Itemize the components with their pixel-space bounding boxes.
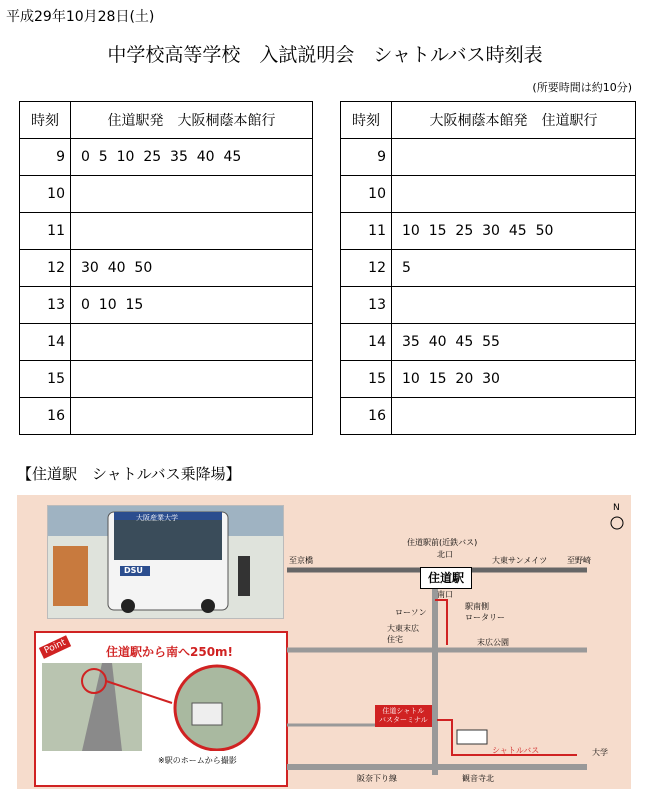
row-minutes: 10 15 25 30 45 50: [392, 213, 636, 250]
timetable-row: [341, 324, 636, 361]
row-minutes: [392, 139, 636, 176]
duration-note: (所要時間は約10分): [532, 81, 632, 94]
point-photos: [42, 663, 278, 751]
header-hour: 時刻: [20, 102, 71, 139]
apartment-label: 大東末広 住宅: [387, 624, 419, 644]
timetable-row: [20, 250, 313, 287]
west-label: 至京橋: [289, 556, 313, 565]
row-minutes: 0 10 15: [71, 287, 313, 324]
lawson-label: ローソン: [395, 608, 427, 617]
timetable-row: [20, 213, 313, 250]
date-label: 平成29年10月28日(土): [6, 9, 155, 25]
timetable-row: [341, 398, 636, 435]
row-hour: 15: [341, 361, 392, 398]
timetable-row: [341, 176, 636, 213]
row-hour: 10: [341, 176, 392, 213]
timetable-return: [340, 101, 636, 435]
row-minutes: 0 5 10 25 35 40 45: [71, 139, 313, 176]
row-hour: 16: [20, 398, 71, 435]
point-text: 住道駅から南へ250m!: [106, 645, 234, 659]
row-minutes: [392, 287, 636, 324]
bus-stop-map: [17, 495, 631, 789]
row-hour: 13: [20, 287, 71, 324]
park-label: 末広公園: [477, 638, 509, 647]
row-hour: 15: [20, 361, 71, 398]
row-hour: 13: [341, 287, 392, 324]
south-exit: 南口: [437, 590, 453, 599]
timetable-row: [341, 139, 636, 176]
point-callout: [34, 631, 288, 787]
timetable-row: [341, 361, 636, 398]
row-hour: 16: [341, 398, 392, 435]
row-hour: 9: [20, 139, 71, 176]
row-minutes: [392, 176, 636, 213]
bus-front-logo: DSU: [124, 566, 143, 575]
section-title: 【住道駅 シャトルバス乗降場】: [17, 465, 241, 483]
row-hour: 12: [341, 250, 392, 287]
area-map: [287, 505, 627, 785]
row-minutes: [71, 176, 313, 213]
shuttle-terminal: 住道シャトル バスターミナル: [375, 705, 432, 727]
timetable-row: [20, 287, 313, 324]
header-route: 大阪桐蔭本館発 住道駅行: [392, 102, 636, 139]
station-label: 住道駅: [420, 567, 472, 589]
timetable-row: [20, 139, 313, 176]
header-hour: 時刻: [341, 102, 392, 139]
point-badge: Point: [39, 635, 72, 659]
north-arrow-icon: N: [613, 503, 620, 513]
row-minutes: [71, 324, 313, 361]
timetable-row: [20, 361, 313, 398]
road-label-2: 観音寺北: [462, 774, 494, 783]
row-minutes: 30 40 50: [71, 250, 313, 287]
row-hour: 10: [20, 176, 71, 213]
timetable-row: [20, 398, 313, 435]
north-exit: 北口: [437, 550, 453, 559]
row-minutes: [71, 361, 313, 398]
row-minutes: [71, 398, 313, 435]
bus-photo: [47, 505, 284, 619]
row-minutes: 5: [392, 250, 636, 287]
timetable-row: [341, 213, 636, 250]
timetable-row: [341, 287, 636, 324]
timetable-row: [20, 324, 313, 361]
point-note: ※駅のホームから撮影: [158, 756, 237, 765]
shuttle-label: シャトルバス: [492, 746, 540, 755]
rotary-label: 駅南側 ロータリー: [465, 602, 505, 622]
row-hour: 9: [341, 139, 392, 176]
bus-sign: 大阪産業大学: [136, 514, 178, 522]
page-title: 中学校高等学校 入試説明会 シャトルバス時刻表: [107, 44, 543, 66]
header-route: 住道駅発 大阪桐蔭本館行: [71, 102, 313, 139]
timetable-row: [341, 250, 636, 287]
row-hour: 12: [20, 250, 71, 287]
east-label: 至野崎: [567, 556, 591, 565]
row-hour: 11: [341, 213, 392, 250]
row-minutes: [392, 398, 636, 435]
row-minutes: 10 15 20 30: [392, 361, 636, 398]
timetable-row: [20, 176, 313, 213]
row-hour: 14: [20, 324, 71, 361]
row-hour: 11: [20, 213, 71, 250]
row-minutes: 35 40 45 55: [392, 324, 636, 361]
timetable-outbound: [19, 101, 313, 435]
row-hour: 14: [341, 324, 392, 361]
univ-label: 大学: [592, 748, 608, 757]
road-label-1: 阪奈下り線: [357, 774, 397, 783]
kintetsu-stop: 住道駅前(近鉄バス): [407, 538, 478, 547]
sun-mates: 大東サンメイツ: [492, 556, 548, 565]
row-minutes: [71, 213, 313, 250]
